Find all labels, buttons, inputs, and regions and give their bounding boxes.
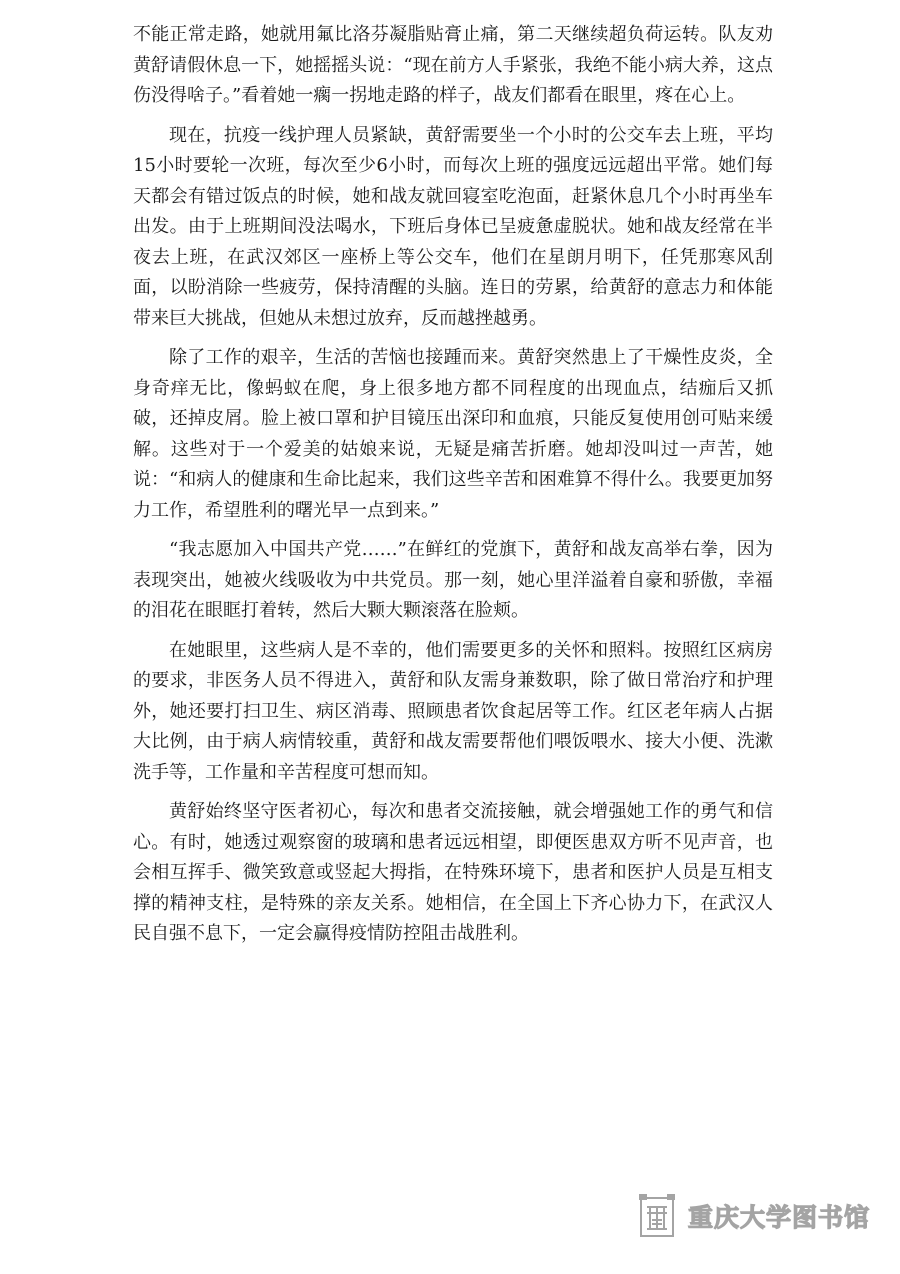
library-watermark [638,1190,870,1242]
paragraph-4: “我志愿加入中国共产党……”在鲜红的党旗下，黄舒和战友高举右拳，因为表现突出，她被火线吸收为中共党员。那一刻，她心里洋溢着自豪和骄傲，幸福的泪花在眼眶打着转，然后大颗大颗滚落在脸颊。 [133,539,773,621]
paragraph-2: 现在，抗疫一线护理人员紧缺，黄舒需要坐一个小时的公交车去上班，平均15小时要轮一次班，每次至少6小时，而每次上班的强度远远超出平常。她们每天都会有错过饭点的时候，她和战友就回寝室吃泡面，赶紧休息几个小时再坐车出发。由于上班期间没法喝水，下班后身体已呈疲惫虚脱状。她和战友经常在半夜去上班，在武汉郊区一座桥上等公交车，他们在星朗月明下，任凭那寒风刮面，以盼消除一些疲劳，保持清醒的头脑。连日的劳累，给黄舒的意志力和体能带来巨大挑战，但她从未想过放弃，反而越挫越勇。 [133,124,773,329]
paragraph-6: 黄舒始终坚守医者初心，每次和患者交流接触，就会增强她工作的勇气和信心。有时，她透过观察窗的玻璃和患者远远相望，即便医患双方听不见声音，也会相互挥手、微笑致意或竖起大拇指，在特殊环境下，患者和医护人员是互相支撑的精神支柱，是特殊的亲友关系。她相信，在全国上下齐心协力下，在武汉人民自强不息下，一定会赢得疫情防控阻击战胜利。 [133,801,773,944]
paragraph-3: 除了工作的艰辛，生活的苦恼也接踵而来。黄舒突然患上了干燥性皮炎，全身奇痒无比，像蚂蚁在爬，身上很多地方都不同程度的出现血点，结痂后又抓破，还掉皮屑。脸上被口罩和护目镜压出深印和血痕，只能反复使用创可贴来缓解。这些对于一个爱美的姑娘来说，无疑是痛苦折磨。她却没叫过一声苦，她说：“和病人的健康和生命比起来，我们这些辛苦和困难算不得什么。我要更加努力工作，希望胜利的曙光早一点到来。” [133,347,773,521]
paragraph-5: 在她眼里，这些病人是不幸的，他们需要更多的关怀和照料。按照红区病房的要求，非医务人员不得进入，黄舒和队友需身兼数职，除了做日常治疗和护理外，她还要打扫卫生、病区消毒、照顾患者饮食起居等工作。红区老年病人占据大比例，由于病人病情较重，黄舒和战友需要帮他们喂饭喂水、接大小便、洗漱洗手等，工作量和辛苦程度可想而知。 [133,639,773,783]
watermark-text: 重庆大学图书馆 [688,1203,871,1232]
paragraph-1: 不能正常走路，她就用氟比洛芬凝脂贴膏止痛，第二天继续超负荷运转。队友劝黄舒请假休息一下，她摇摇头说：“现在前方人手紧张，我绝不能小病大养，这点伤没得啥子。”看着她一瘸一拐地走路的样子，战友们都看在眼里，疼在心上。 [133,24,773,106]
article-body [133,20,773,959]
library-seal-icon [638,1193,676,1239]
